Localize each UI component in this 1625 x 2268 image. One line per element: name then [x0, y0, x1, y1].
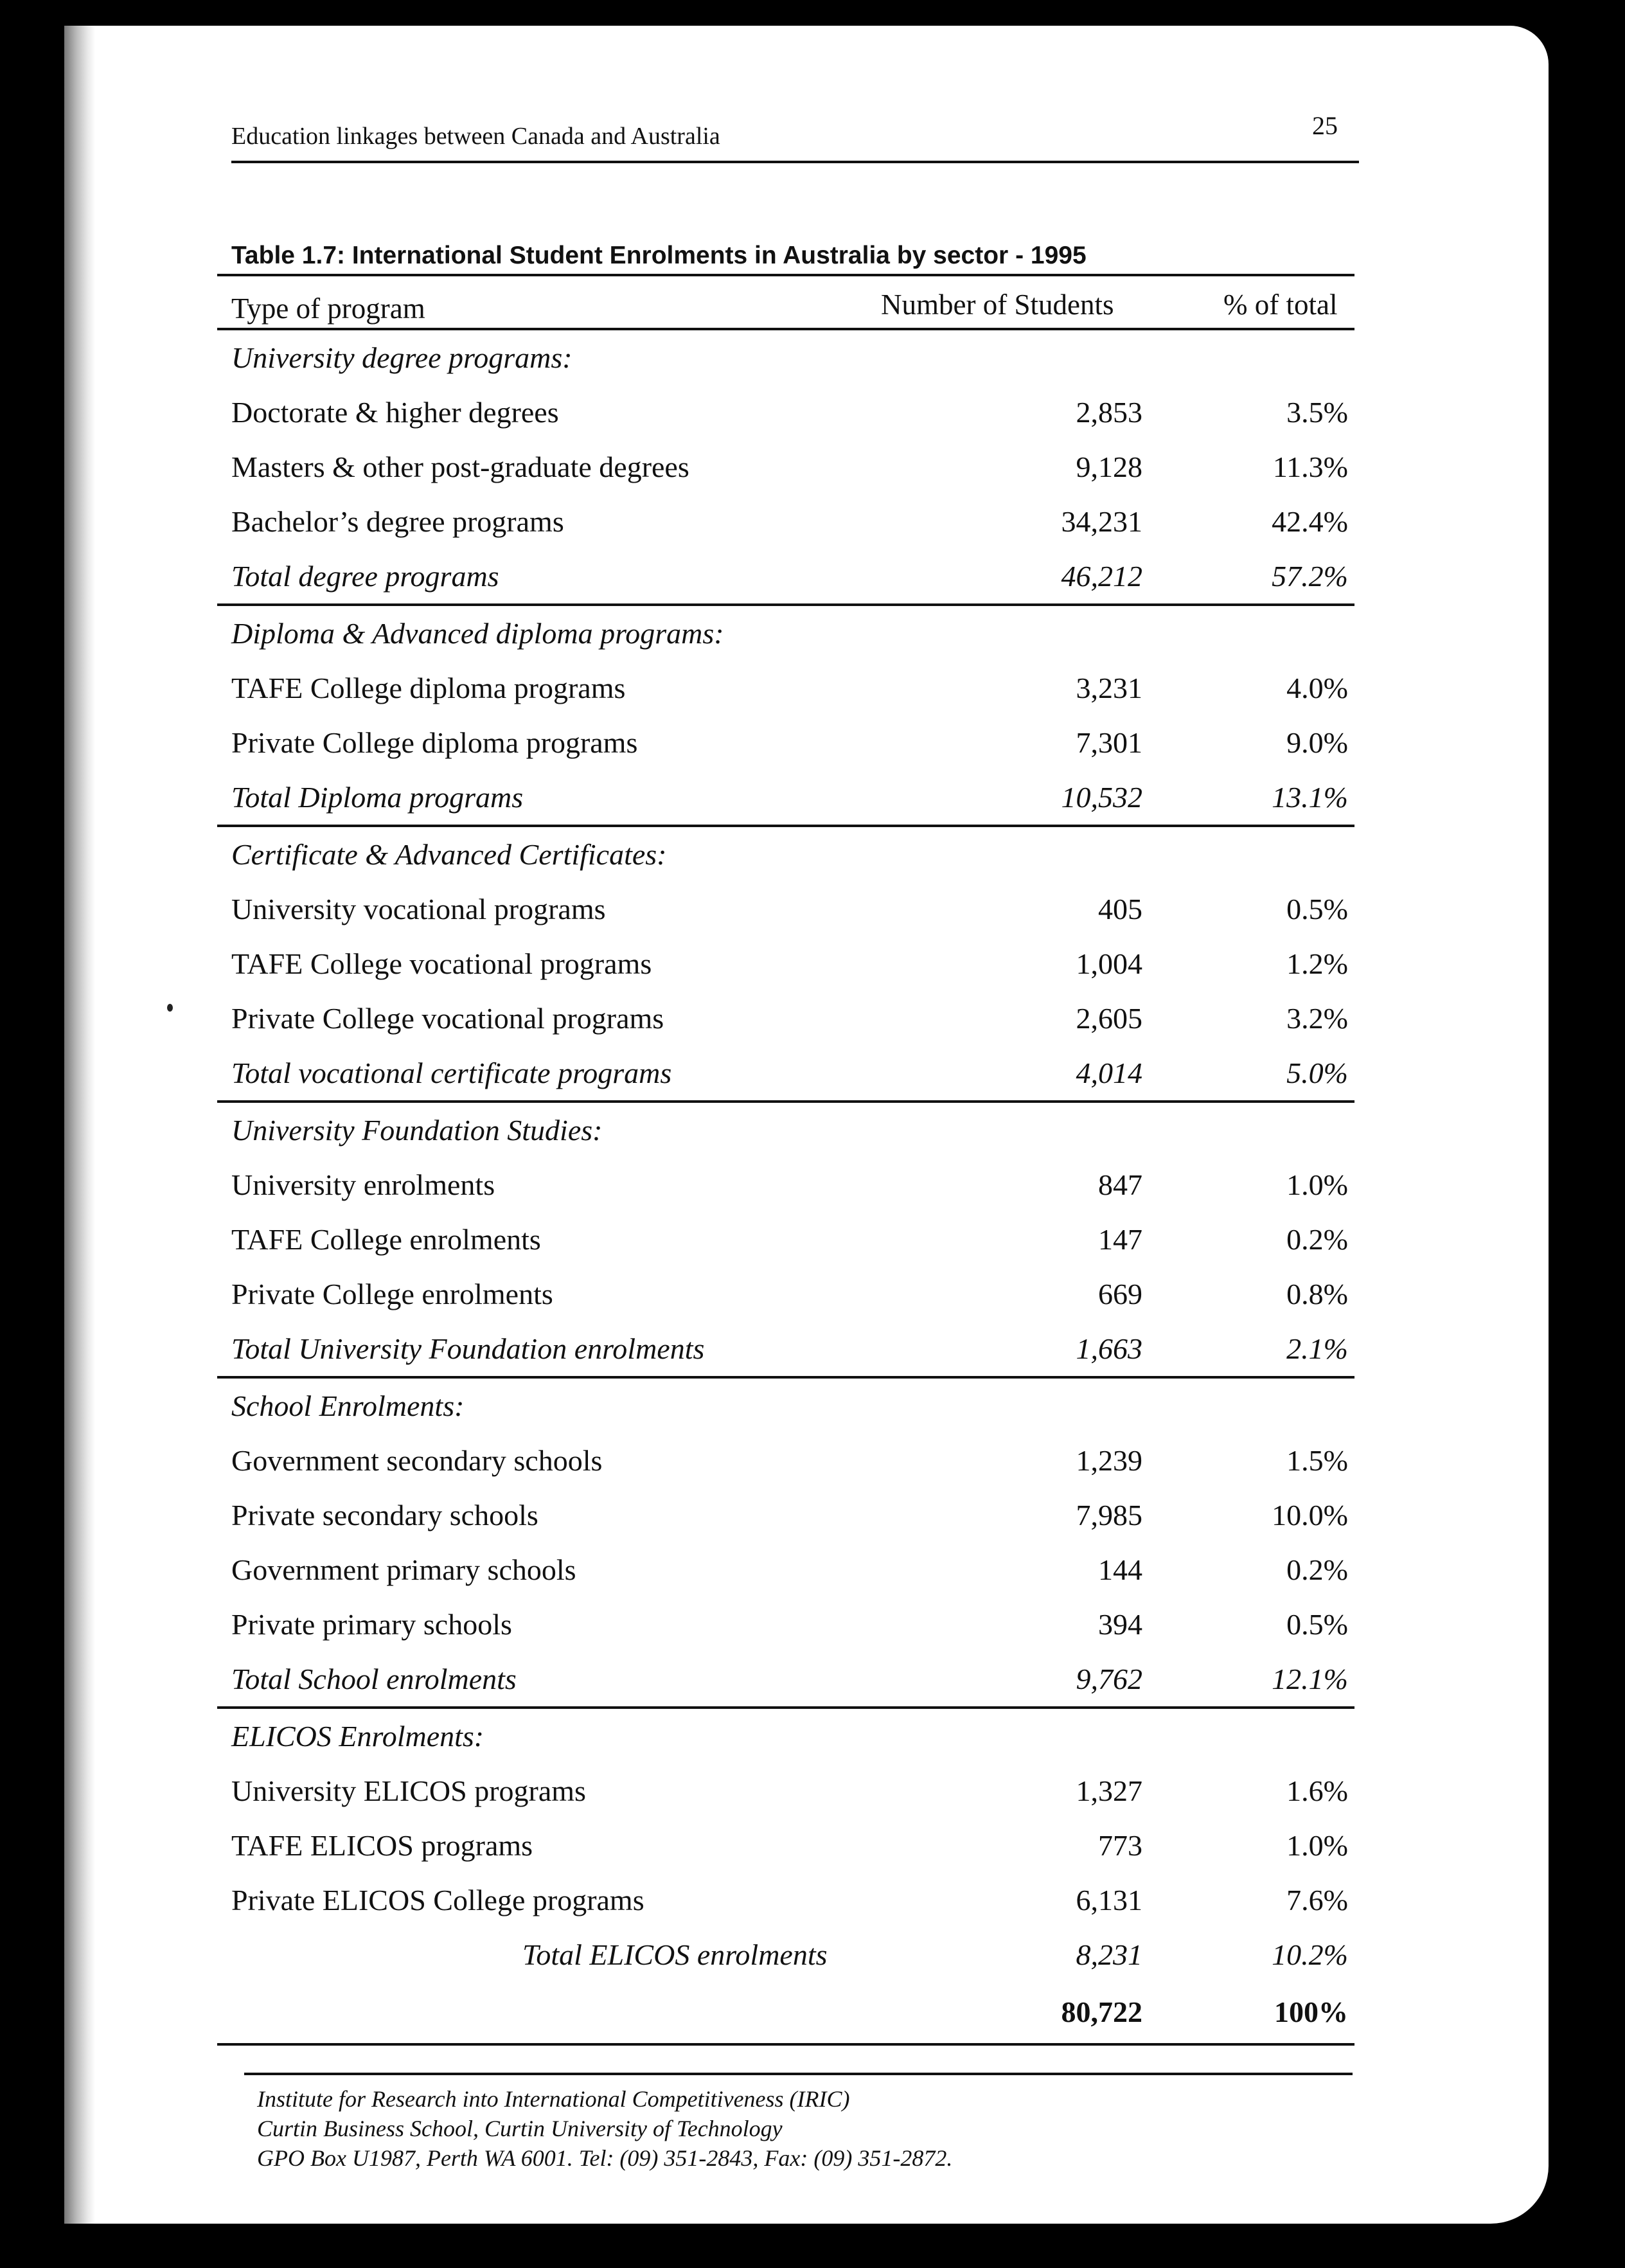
row-number: 773 — [1098, 1829, 1142, 1862]
row-number: 1,004 — [1076, 947, 1142, 980]
total-label: Total vocational certificate programs — [231, 1057, 672, 1089]
row-number: 6,131 — [1076, 1884, 1142, 1916]
table-row — [217, 385, 1354, 440]
row-percent: 1.5% — [1286, 1444, 1348, 1477]
total-number: 1,663 — [1076, 1332, 1142, 1365]
total-number: 4,014 — [1076, 1057, 1142, 1089]
row-number: 405 — [1098, 893, 1142, 925]
row-number: 2,605 — [1076, 1002, 1142, 1035]
table-row — [217, 440, 1354, 494]
running-head — [231, 109, 1359, 167]
total-number: 9,762 — [1076, 1663, 1142, 1695]
row-label: Bachelor’s degree programs — [231, 505, 564, 538]
row-label: Private College enrolments — [231, 1278, 553, 1310]
section-heading: University degree programs: — [231, 341, 573, 374]
total-label: Total degree programs — [231, 560, 499, 593]
table-row — [217, 1818, 1354, 1873]
row-number: 847 — [1098, 1168, 1142, 1201]
table-row — [217, 494, 1354, 549]
section-heading: University Foundation Studies: — [231, 1114, 603, 1147]
row-percent: 4.0% — [1286, 672, 1348, 704]
section-total-row — [217, 1927, 1354, 1982]
table-row — [217, 1433, 1354, 1488]
row-number: 7,985 — [1076, 1499, 1142, 1531]
row-number: 7,301 — [1076, 726, 1142, 759]
total-label: Total School enrolments — [231, 1663, 517, 1695]
section-total-row — [217, 770, 1354, 827]
row-label: TAFE College diploma programs — [231, 672, 626, 704]
section-total-row — [217, 1046, 1354, 1103]
table-row — [217, 936, 1354, 991]
row-number: 34,231 — [1061, 505, 1142, 538]
row-label: Private ELICOS College programs — [231, 1884, 644, 1916]
row-label: University vocational programs — [231, 893, 606, 925]
total-number: 10,532 — [1061, 781, 1142, 814]
footer-rule — [244, 2073, 1353, 2075]
section-heading-row — [217, 1709, 1354, 1764]
total-percent: 5.0% — [1286, 1057, 1348, 1089]
row-label: Private College diploma programs — [231, 726, 638, 759]
table-row — [217, 1212, 1354, 1267]
row-label: Doctorate & higher degrees — [231, 396, 559, 429]
row-label: Masters & other post-graduate degrees — [231, 451, 689, 483]
table-row — [217, 1873, 1354, 1927]
total-percent: 57.2% — [1272, 560, 1348, 593]
table-row — [217, 882, 1354, 936]
section-heading-row — [217, 606, 1354, 661]
grand-total-percent: 100% — [1274, 1996, 1348, 2028]
total-label: Total Diploma programs — [231, 781, 524, 814]
total-percent: 12.1% — [1272, 1663, 1348, 1695]
table-row — [217, 715, 1354, 770]
row-number: 2,853 — [1076, 396, 1142, 429]
row-percent: 7.6% — [1286, 1884, 1348, 1916]
section-heading-row — [217, 827, 1354, 882]
row-percent: 42.4% — [1272, 505, 1348, 538]
grand-total-number: 80,722 — [1061, 1996, 1142, 2028]
row-percent: 3.2% — [1286, 1002, 1348, 1035]
total-number: 8,231 — [1076, 1938, 1142, 1971]
row-percent: 1.2% — [1286, 947, 1348, 980]
document-page — [64, 26, 1549, 2224]
table-row — [217, 1542, 1354, 1597]
row-number: 3,231 — [1076, 672, 1142, 704]
row-number: 144 — [1098, 1553, 1142, 1586]
row-label: University enrolments — [231, 1168, 495, 1201]
total-number: 46,212 — [1061, 560, 1142, 593]
row-percent: 0.5% — [1286, 893, 1348, 925]
section-heading: Certificate & Advanced Certificates: — [231, 838, 667, 871]
row-percent: 1.0% — [1286, 1829, 1348, 1862]
row-number: 9,128 — [1076, 451, 1142, 483]
total-label: Total University Foundation enrolments — [231, 1332, 705, 1365]
column-header-number: Number of Students — [881, 289, 1114, 321]
table-row — [217, 1597, 1354, 1652]
section-heading: ELICOS Enrolments: — [231, 1720, 484, 1753]
row-label: Private College vocational programs — [231, 1002, 664, 1035]
row-percent: 11.3% — [1272, 451, 1348, 483]
scan-speck — [167, 1004, 173, 1012]
row-percent: 0.5% — [1286, 1608, 1348, 1641]
column-header-percent: % of total — [1223, 289, 1338, 321]
row-percent: 1.0% — [1286, 1168, 1348, 1201]
row-number: 1,327 — [1076, 1774, 1142, 1807]
section-heading: School Enrolments: — [231, 1389, 465, 1422]
row-label: Government secondary schools — [231, 1444, 603, 1477]
table-caption: Table 1.7: International Student Enrolments in Australia by sector - 1995 — [231, 242, 1087, 269]
total-percent: 2.1% — [1286, 1332, 1348, 1365]
section-total-row — [217, 1652, 1354, 1709]
row-label: University ELICOS programs — [231, 1774, 586, 1807]
row-label: TAFE ELICOS programs — [231, 1829, 533, 1862]
row-label: TAFE College vocational programs — [231, 947, 652, 980]
row-percent: 1.6% — [1286, 1774, 1348, 1807]
section-heading-row — [217, 1379, 1354, 1433]
row-percent: 0.2% — [1286, 1223, 1348, 1256]
total-percent: 10.2% — [1272, 1938, 1348, 1971]
footer-line: GPO Box U1987, Perth WA 6001. Tel: (09) 351-2843, Fax: (09) 351-2872. — [257, 2145, 953, 2171]
running-head-title: Education linkages between Canada and Australia — [231, 123, 720, 150]
book-binding-shadow — [64, 26, 95, 2224]
section-total-row — [217, 1321, 1354, 1379]
page-number: 25 — [1312, 111, 1338, 140]
row-label: TAFE College enrolments — [231, 1223, 541, 1256]
column-header-type: Type of program — [231, 292, 425, 325]
total-percent: 13.1% — [1272, 781, 1348, 814]
row-percent: 10.0% — [1272, 1499, 1348, 1531]
row-number: 1,239 — [1076, 1444, 1142, 1477]
table-row — [217, 1764, 1354, 1818]
grand-total-row — [217, 1982, 1354, 2046]
running-head-rule — [231, 161, 1359, 163]
row-percent: 0.2% — [1286, 1553, 1348, 1586]
table-row — [217, 991, 1354, 1046]
enrolments-table — [217, 238, 1354, 2046]
row-number: 669 — [1098, 1278, 1142, 1310]
section-heading-row — [217, 1103, 1354, 1157]
page-footer — [244, 2073, 1375, 2173]
table-body — [217, 330, 1354, 1982]
row-percent: 3.5% — [1286, 396, 1348, 429]
section-heading: Diploma & Advanced diploma programs: — [231, 617, 724, 650]
total-label: Total ELICOS enrolments — [522, 1938, 828, 1971]
row-number: 147 — [1098, 1223, 1142, 1256]
row-label: Private primary schools — [231, 1608, 512, 1641]
row-percent: 0.8% — [1286, 1278, 1348, 1310]
footer-line: Curtin Business School, Curtin University of Technology — [257, 2116, 783, 2141]
table-row — [217, 661, 1354, 715]
row-label: Government primary schools — [231, 1553, 576, 1586]
table-row — [217, 1488, 1354, 1542]
footer-line: Institute for Research into International Competitiveness (IRIC) — [257, 2086, 850, 2112]
table-row — [217, 1157, 1354, 1212]
table-row — [217, 1267, 1354, 1321]
section-total-row — [217, 549, 1354, 606]
row-number: 394 — [1098, 1608, 1142, 1641]
section-heading-row — [217, 330, 1354, 385]
row-percent: 9.0% — [1286, 726, 1348, 759]
row-label: Private secondary schools — [231, 1499, 538, 1531]
table-header-row — [217, 276, 1354, 330]
